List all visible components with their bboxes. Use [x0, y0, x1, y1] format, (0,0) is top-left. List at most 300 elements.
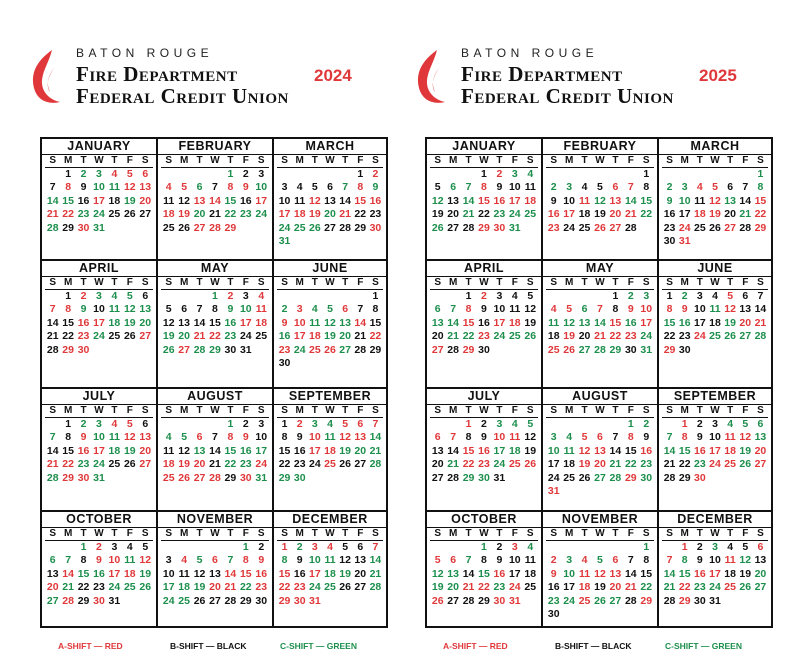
week-row: [42, 181, 156, 194]
week-row: [543, 290, 657, 303]
week-row: [543, 485, 657, 498]
day-cell: 4: [727, 541, 734, 553]
day-cell: 3: [111, 541, 118, 553]
day-cell: 29: [462, 471, 475, 484]
weekday-label: T: [338, 277, 353, 290]
week-row: [158, 330, 272, 343]
day-cell: 22: [209, 330, 221, 343]
week-row: [659, 568, 771, 581]
day-cell: 25: [162, 471, 175, 484]
day-cell: 17: [709, 444, 721, 457]
day-cell: 5: [712, 181, 718, 194]
weekday-label: T: [223, 155, 238, 168]
day-cell: 20: [324, 208, 336, 221]
day-cell: 22: [239, 581, 252, 594]
day-cell: 2: [550, 554, 557, 567]
empty-day-cell: [561, 168, 576, 181]
day-cell: 10: [694, 303, 706, 316]
day-cell: 18: [578, 581, 591, 594]
day-cell: 22: [77, 581, 90, 594]
week-row: [659, 472, 771, 485]
day-cell: 25: [293, 221, 306, 234]
day-cell: 3: [566, 181, 573, 194]
day-cell: 8: [212, 303, 218, 316]
day-cell: 23: [493, 581, 506, 594]
day-cell: 29: [239, 594, 252, 607]
weekday-label: M: [445, 155, 460, 168]
day-cell: 15: [77, 567, 90, 580]
day-cell: 24: [309, 581, 321, 594]
empty-day-cell: [338, 168, 353, 181]
day-cell: 23: [255, 581, 268, 594]
day-cell: 14: [209, 194, 221, 207]
month-name: JULY: [42, 389, 156, 405]
day-cell: 6: [142, 290, 149, 302]
day-cell: 11: [324, 554, 336, 567]
day-cell: 29: [462, 343, 475, 356]
day-cell: 16: [77, 316, 90, 329]
empty-day-cell: [723, 235, 738, 248]
day-cell: 25: [162, 221, 175, 234]
weekday-label: S: [546, 277, 561, 290]
day-cell: 30: [77, 471, 90, 484]
day-cell: 14: [663, 444, 676, 457]
day-cell: 27: [324, 221, 336, 234]
weekday-label: S: [277, 528, 292, 541]
week-row: [543, 608, 657, 621]
month-name: MAY: [543, 261, 657, 277]
day-cell: 17: [255, 194, 268, 207]
day-cell: 19: [709, 208, 721, 221]
weekday-label: S: [161, 405, 176, 418]
empty-day-cell: [292, 235, 307, 248]
day-cell: 6: [742, 290, 749, 302]
day-cell: 25: [563, 471, 575, 484]
weekday-label: T: [608, 528, 623, 541]
day-cell: 15: [462, 444, 475, 457]
day-cell: 27: [46, 594, 59, 607]
day-cell: 31: [93, 221, 105, 234]
day-cell: 19: [594, 581, 606, 594]
empty-day-cell: [753, 344, 768, 357]
day-cell: 1: [281, 541, 288, 553]
weekday-label: M: [292, 277, 307, 290]
day-cell: 22: [478, 208, 490, 221]
day-cell: 12: [309, 194, 321, 207]
month-name: FEBRUARY: [543, 139, 657, 155]
day-cell: 15: [678, 567, 691, 580]
empty-day-cell: [662, 541, 677, 554]
day-cell: 2: [481, 290, 487, 302]
day-cell: 14: [447, 316, 459, 329]
day-cell: 23: [694, 458, 706, 471]
day-cell: 19: [431, 208, 444, 221]
day-cell: 5: [327, 303, 333, 316]
day-cell: 16: [77, 194, 90, 207]
day-cell: 21: [354, 330, 367, 343]
day-cell: 9: [627, 303, 634, 316]
weekday-label: T: [492, 528, 507, 541]
day-cell: 18: [524, 194, 537, 207]
day-cell: 4: [327, 418, 333, 430]
empty-day-cell: [608, 418, 623, 431]
month-name: SEPTEMBER: [659, 389, 771, 405]
day-cell: 18: [108, 316, 121, 329]
day-cell: 14: [62, 567, 74, 580]
day-cell: 11: [694, 194, 706, 207]
week-row: [427, 554, 541, 567]
day-cell: 22: [354, 208, 367, 221]
day-cell: 18: [547, 330, 560, 343]
empty-day-cell: [561, 541, 576, 554]
day-cell: 22: [462, 458, 475, 471]
day-cell: 7: [49, 303, 56, 316]
day-cell: 12: [162, 316, 175, 329]
day-cell: 11: [108, 181, 120, 194]
day-cell: 21: [739, 208, 752, 221]
day-cell: 30: [678, 343, 691, 356]
day-cell: 19: [178, 208, 190, 221]
day-cell: 27: [139, 208, 152, 221]
day-cell: 11: [563, 444, 575, 457]
day-cell: 13: [431, 444, 444, 457]
weekday-label: M: [677, 277, 692, 290]
day-cell: 4: [126, 541, 133, 553]
day-cell: 12: [339, 554, 351, 567]
day-cell: 19: [524, 444, 537, 457]
day-cell: 23: [478, 458, 490, 471]
day-cell: 24: [563, 221, 575, 234]
calendar-year: 2025: [699, 66, 737, 85]
week-row: [158, 290, 272, 303]
legend-a-shift: A-SHIFT — RED: [58, 641, 123, 651]
weekday-header: [427, 277, 541, 290]
weekday-label: T: [76, 405, 91, 418]
weekday-label: F: [353, 528, 368, 541]
empty-day-cell: [753, 595, 768, 608]
month-name: OCTOBER: [427, 512, 541, 528]
weekday-label: F: [353, 405, 368, 418]
day-cell: 16: [369, 194, 382, 207]
weekday-label: T: [76, 528, 91, 541]
weekday-label: S: [254, 405, 269, 418]
week-row: [427, 458, 541, 471]
weekday-header: [158, 277, 272, 290]
day-cell: 25: [578, 594, 591, 607]
day-cell: 8: [612, 303, 619, 316]
day-cell: 16: [640, 444, 653, 457]
day-cell: 4: [258, 290, 265, 302]
weekday-label: T: [107, 405, 122, 418]
day-cell: 1: [612, 290, 619, 302]
day-cell: 7: [357, 303, 364, 316]
day-cell: 13: [594, 444, 606, 457]
empty-day-cell: [207, 168, 222, 181]
day-cell: 4: [527, 541, 534, 553]
day-cell: 12: [431, 194, 444, 207]
day-cell: 8: [481, 181, 487, 194]
empty-day-cell: [738, 235, 753, 248]
day-cell: 7: [49, 431, 56, 444]
week-row: [158, 208, 272, 221]
day-cell: 6: [450, 554, 457, 567]
day-cell: 15: [239, 567, 252, 580]
day-cell: 21: [624, 208, 637, 221]
day-cell: 12: [594, 194, 606, 207]
day-cell: 24: [255, 208, 268, 221]
day-cell: 11: [724, 554, 736, 567]
day-cell: 7: [627, 554, 634, 567]
empty-day-cell: [122, 222, 137, 235]
day-cell: 20: [754, 567, 767, 580]
day-cell: 26: [339, 581, 351, 594]
day-cell: 20: [354, 567, 367, 580]
weekday-label: F: [738, 155, 753, 168]
day-cell: 25: [724, 458, 736, 471]
empty-day-cell: [254, 344, 269, 357]
weekday-label: S: [45, 528, 60, 541]
weekday-label: T: [492, 277, 507, 290]
weekday-label: M: [561, 528, 576, 541]
day-cell: 3: [258, 168, 265, 180]
day-cell: 5: [566, 303, 573, 316]
day-cell: 16: [278, 330, 291, 343]
day-cell: 13: [724, 194, 736, 207]
day-cell: 5: [742, 541, 749, 553]
empty-day-cell: [338, 235, 353, 248]
day-cell: 23: [478, 330, 490, 343]
day-cell: 13: [339, 316, 351, 329]
day-cell: 26: [739, 458, 752, 471]
day-cell: 2: [258, 541, 265, 553]
day-cell: 16: [224, 316, 237, 329]
weekday-header: [274, 405, 386, 418]
empty-day-cell: [592, 290, 607, 303]
empty-day-cell: [107, 344, 122, 357]
weekday-header: [42, 277, 156, 290]
day-cell: 23: [224, 330, 237, 343]
day-cell: 5: [165, 303, 172, 316]
day-cell: 6: [727, 181, 734, 194]
day-cell: 18: [524, 567, 537, 580]
day-cell: 29: [640, 594, 653, 607]
day-cell: 12: [709, 194, 721, 207]
empty-day-cell: [608, 485, 623, 498]
day-cell: 11: [309, 316, 321, 329]
day-cell: 18: [178, 581, 190, 594]
day-cell: 14: [624, 567, 637, 580]
day-cell: 18: [123, 567, 136, 580]
week-row: [158, 458, 272, 471]
day-cell: 20: [139, 444, 152, 457]
week-row: [427, 541, 541, 554]
day-cell: 20: [139, 194, 152, 207]
day-cell: 16: [694, 567, 706, 580]
month-name: JANUARY: [42, 139, 156, 155]
day-cell: 7: [372, 541, 379, 553]
day-cell: 3: [242, 290, 249, 302]
day-cell: 29: [678, 471, 691, 484]
week-row: [659, 581, 771, 594]
empty-day-cell: [608, 541, 623, 554]
week-row: [427, 303, 541, 316]
empty-day-cell: [577, 290, 592, 303]
day-cell: 26: [123, 208, 136, 221]
day-cell: 2: [666, 181, 673, 194]
day-cell: 14: [369, 554, 382, 567]
weekday-label: F: [238, 528, 253, 541]
weekday-label: W: [322, 277, 337, 290]
day-cell: 2: [372, 168, 379, 180]
empty-day-cell: [322, 235, 337, 248]
day-cell: 13: [754, 431, 767, 444]
day-cell: 24: [162, 594, 175, 607]
day-cell: 4: [511, 290, 518, 302]
weekday-label: S: [523, 528, 538, 541]
day-cell: 9: [643, 431, 650, 444]
weekday-label: S: [138, 155, 153, 168]
day-cell: 13: [139, 181, 152, 194]
weekday-label: T: [692, 405, 707, 418]
day-cell: 1: [372, 290, 379, 302]
weekday-label: S: [161, 528, 176, 541]
weekday-header: [427, 528, 541, 541]
day-cell: 1: [65, 290, 72, 302]
weekday-label: W: [322, 528, 337, 541]
weekday-label: S: [639, 277, 654, 290]
day-cell: 21: [339, 208, 351, 221]
week-row: [427, 290, 541, 303]
day-cell: 12: [139, 554, 152, 567]
day-cell: 20: [431, 458, 444, 471]
day-cell: 10: [493, 431, 506, 444]
day-cell: 6: [757, 418, 764, 430]
day-cell: 5: [196, 554, 203, 567]
weekday-label: M: [60, 155, 75, 168]
weekday-label: F: [507, 155, 522, 168]
weekday-label: W: [322, 155, 337, 168]
day-cell: 23: [493, 208, 506, 221]
week-row: [543, 330, 657, 343]
day-cell: 31: [255, 471, 268, 484]
empty-day-cell: [623, 168, 638, 181]
weekday-label: T: [461, 528, 476, 541]
day-cell: 25: [578, 221, 591, 234]
day-cell: 12: [563, 316, 575, 329]
day-cell: 31: [547, 484, 560, 497]
day-cell: 23: [278, 343, 291, 356]
empty-day-cell: [639, 608, 654, 621]
day-cell: 9: [80, 181, 87, 194]
day-cell: 12: [578, 444, 591, 457]
day-cell: 20: [178, 330, 190, 343]
day-cell: 6: [357, 541, 364, 553]
day-cell: 20: [46, 581, 59, 594]
day-cell: 3: [496, 290, 503, 302]
weekday-label: T: [107, 528, 122, 541]
day-cell: 29: [278, 471, 291, 484]
weekday-label: F: [122, 155, 137, 168]
day-cell: 1: [212, 290, 218, 302]
month-name: DECEMBER: [274, 512, 386, 528]
day-cell: 7: [757, 290, 764, 302]
day-cell: 4: [712, 290, 718, 302]
day-cell: 14: [46, 444, 59, 457]
day-cell: 4: [311, 303, 318, 316]
day-cell: 6: [450, 181, 457, 194]
day-cell: 14: [339, 194, 351, 207]
day-cell: 30: [663, 234, 676, 247]
weekday-label: F: [122, 528, 137, 541]
day-cell: 14: [354, 316, 367, 329]
day-cell: 7: [450, 303, 457, 316]
empty-day-cell: [592, 608, 607, 621]
day-cell: 10: [93, 431, 105, 444]
day-cell: 31: [309, 594, 321, 607]
empty-day-cell: [161, 290, 176, 303]
weekday-label: T: [723, 405, 738, 418]
day-cell: 7: [212, 431, 218, 444]
day-cell: 22: [624, 458, 637, 471]
day-cell: 10: [93, 303, 105, 316]
day-cell: 5: [434, 181, 441, 194]
week-row: [427, 208, 541, 221]
weekday-label: T: [192, 528, 207, 541]
week-row: [42, 330, 156, 343]
empty-day-cell: [753, 235, 768, 248]
empty-day-cell: [592, 541, 607, 554]
day-cell: 19: [178, 458, 190, 471]
day-cell: 25: [108, 208, 121, 221]
week-row: [42, 595, 156, 608]
day-cell: 27: [447, 594, 459, 607]
day-cell: 28: [663, 471, 676, 484]
day-cell: 13: [739, 303, 752, 316]
day-cell: 7: [666, 431, 673, 444]
weekday-header: [42, 405, 156, 418]
day-cell: 28: [594, 343, 606, 356]
empty-day-cell: [138, 472, 153, 485]
day-cell: 28: [462, 221, 475, 234]
week-row: [42, 168, 156, 181]
day-cell: 1: [757, 168, 764, 180]
day-cell: 3: [511, 541, 518, 553]
day-cell: 19: [162, 330, 175, 343]
empty-day-cell: [430, 541, 445, 554]
day-cell: 24: [255, 458, 268, 471]
day-cell: 17: [93, 444, 105, 457]
day-cell: 26: [324, 343, 336, 356]
weekday-label: T: [307, 528, 322, 541]
weekday-label: T: [107, 277, 122, 290]
week-row: [274, 568, 386, 581]
week-row: [274, 330, 386, 343]
month-june: [659, 261, 771, 389]
weekday-label: S: [161, 155, 176, 168]
day-cell: 13: [609, 194, 622, 207]
day-cell: 9: [496, 181, 503, 194]
empty-day-cell: [561, 485, 576, 498]
day-cell: 15: [278, 567, 291, 580]
day-cell: 19: [563, 330, 575, 343]
weekday-label: T: [692, 528, 707, 541]
day-cell: 8: [65, 431, 72, 444]
calendar-card: [425, 0, 785, 665]
day-cell: 24: [508, 208, 521, 221]
weekday-label: W: [476, 155, 491, 168]
day-cell: 23: [77, 208, 90, 221]
day-cell: 24: [694, 330, 706, 343]
